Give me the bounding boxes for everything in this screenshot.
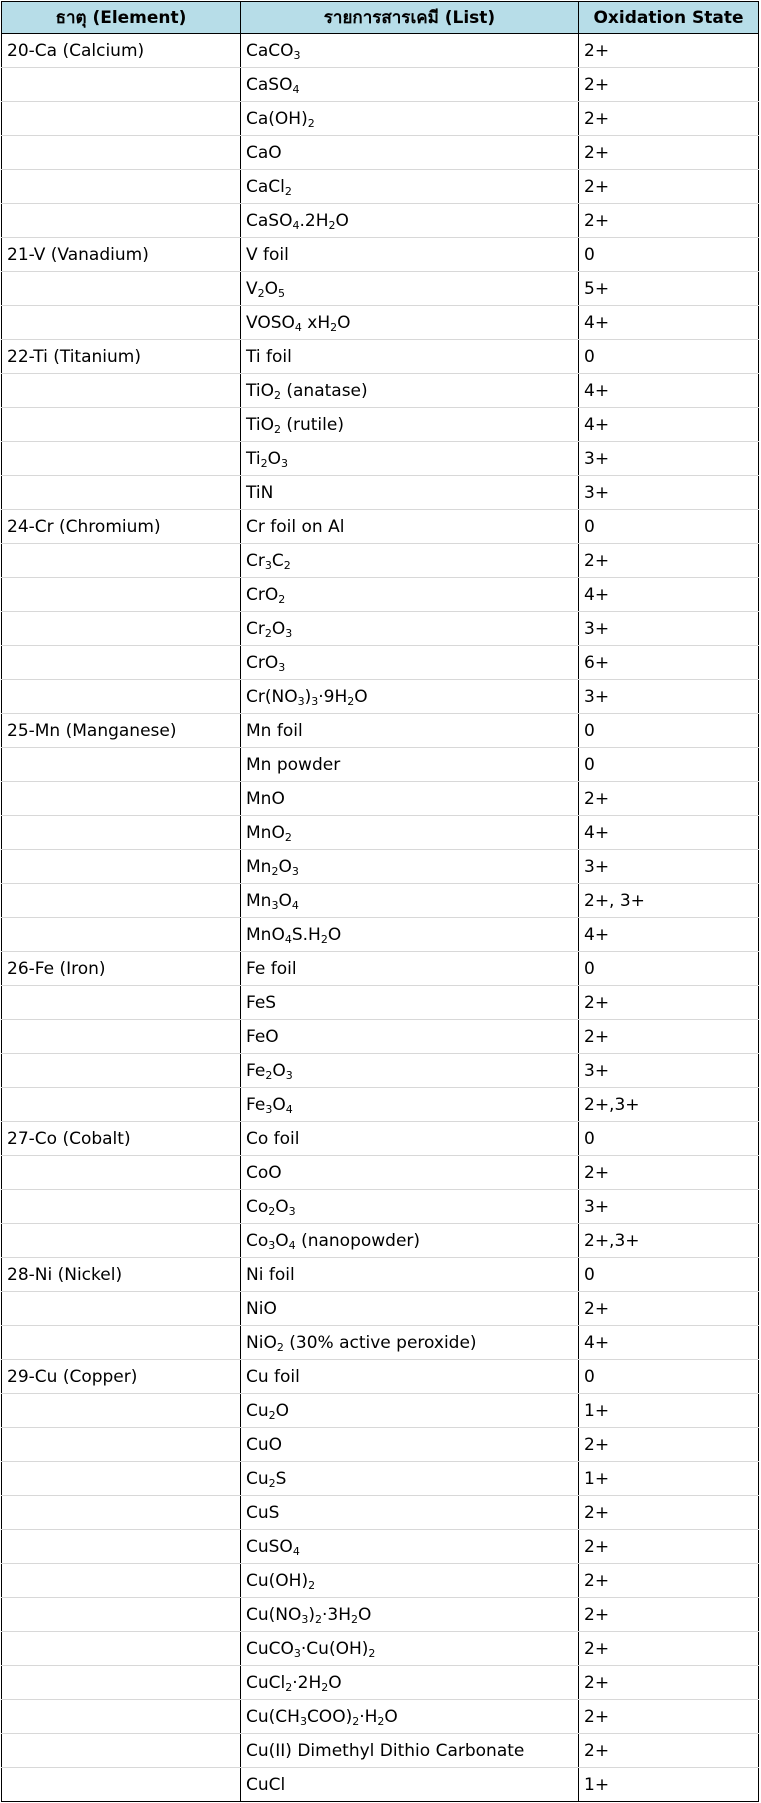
table-row [2, 374, 759, 408]
element-cell [2, 136, 241, 170]
oxidation-state-cell: 2+,3+ [579, 1224, 759, 1258]
table-row [2, 510, 759, 544]
header-element: ธาตุ (Element) [2, 2, 241, 34]
chemical-cell: CoO [241, 1156, 579, 1190]
element-cell [2, 612, 241, 646]
oxidation-state-cell: 3+ [579, 442, 759, 476]
oxidation-state-cell: 3+ [579, 1190, 759, 1224]
element-cell: 21-V (Vanadium) [2, 238, 241, 272]
chemical-cell: TiN [241, 476, 579, 510]
element-cell [2, 578, 241, 612]
table-row [2, 1122, 759, 1156]
table-row [2, 1258, 759, 1292]
table-row [2, 476, 759, 510]
chemical-cell: CrO$_3$ [241, 646, 579, 680]
element-cell: 28-Ni (Nickel) [2, 1258, 241, 1292]
table-row [2, 136, 759, 170]
oxidation-state-cell: 2+ [579, 1496, 759, 1530]
oxidation-state-cell: 0 [579, 714, 759, 748]
chemical-cell: $CaSO_4.2H_2O$ [241, 204, 579, 238]
chemical-cell: $Ti_2O_3$ [241, 442, 579, 476]
table-row [2, 1768, 759, 1802]
oxidation-state-cell: 2+ [579, 1632, 759, 1666]
oxidation-state-cell: 2+ [579, 68, 759, 102]
table-row [2, 1054, 759, 1088]
table-row [2, 612, 759, 646]
oxidation-state-cell: 2+ [579, 544, 759, 578]
oxidation-state-cell: 1+ [579, 1462, 759, 1496]
table-row [2, 340, 759, 374]
element-cell [2, 986, 241, 1020]
table-row [2, 442, 759, 476]
element-cell: 25-Mn (Manganese) [2, 714, 241, 748]
oxidation-state-cell: 2+ [579, 1292, 759, 1326]
chemical-cell: TiO$_2$ (rutile) [241, 408, 579, 442]
oxidation-state-cell: 2+ [579, 1156, 759, 1190]
element-cell [2, 1564, 241, 1598]
table-row [2, 816, 759, 850]
element-cell [2, 1632, 241, 1666]
chemical-cell: $VOSO_4$ $xH_2O$ [241, 306, 579, 340]
element-cell [2, 680, 241, 714]
chemical-cell: Mn powder [241, 748, 579, 782]
oxidation-state-cell: 0 [579, 1258, 759, 1292]
table-row [2, 1190, 759, 1224]
chemical-cell: FeO [241, 1020, 579, 1054]
table-row [2, 306, 759, 340]
header-list: รายการสารเคมี (List) [241, 2, 579, 34]
chemical-cell: Ti foil [241, 340, 579, 374]
chemical-cell: CuSO$_4$ [241, 1530, 579, 1564]
chemical-cell: Cu foil [241, 1360, 579, 1394]
oxidation-state-cell: 2+ [579, 204, 759, 238]
element-cell [2, 272, 241, 306]
element-cell [2, 1530, 241, 1564]
table-row [2, 1394, 759, 1428]
table-row [2, 1496, 759, 1530]
element-cell [2, 1598, 241, 1632]
chemical-cell: Mn foil [241, 714, 579, 748]
chemical-cell: $CuCl_2\cdot 2H_2O$ [241, 1666, 579, 1700]
oxidation-state-cell: 2+ [579, 1020, 759, 1054]
table-row [2, 204, 759, 238]
chemical-list-table [1, 1, 759, 1802]
element-cell: 24-Cr (Chromium) [2, 510, 241, 544]
oxidation-state-cell: 0 [579, 952, 759, 986]
table-row [2, 272, 759, 306]
table-row [2, 170, 759, 204]
table-row [2, 1598, 759, 1632]
chemical-cell: $Mn_2O_3$ [241, 850, 579, 884]
chemical-cell: $Cu(NO_3)_2\cdot 3H_2O$ [241, 1598, 579, 1632]
chemical-cell: Co foil [241, 1122, 579, 1156]
oxidation-state-cell: 5+ [579, 272, 759, 306]
oxidation-state-cell: 0 [579, 748, 759, 782]
element-cell: 26-Fe (Iron) [2, 952, 241, 986]
element-cell [2, 1292, 241, 1326]
element-cell [2, 102, 241, 136]
chemical-cell: $Mn_3O_4$ [241, 884, 579, 918]
table-row [2, 1700, 759, 1734]
chemical-cell: CaSO$_4$ [241, 68, 579, 102]
element-cell: 20-Ca (Calcium) [2, 34, 241, 68]
chemical-cell: FeS [241, 986, 579, 1020]
oxidation-state-cell: 3+ [579, 680, 759, 714]
element-cell [2, 1734, 241, 1768]
element-cell [2, 816, 241, 850]
element-cell [2, 374, 241, 408]
oxidation-state-cell: 0 [579, 1122, 759, 1156]
table-row [2, 952, 759, 986]
chemical-cell: $Cr(NO_3)_3\cdot 9H_2O$ [241, 680, 579, 714]
element-cell [2, 1190, 241, 1224]
element-cell [2, 1088, 241, 1122]
chemical-cell: $Fe_3O_4$ [241, 1088, 579, 1122]
oxidation-state-cell: 2+ [579, 1734, 759, 1768]
oxidation-state-cell: 2+, 3+ [579, 884, 759, 918]
oxidation-state-cell: 2+ [579, 1564, 759, 1598]
element-cell [2, 170, 241, 204]
element-cell: 22-Ti (Titanium) [2, 340, 241, 374]
element-cell [2, 476, 241, 510]
table-row [2, 1326, 759, 1360]
element-cell [2, 884, 241, 918]
table-row [2, 1632, 759, 1666]
table-row [2, 1564, 759, 1598]
table-row [2, 238, 759, 272]
chemical-cell: $Co_2O_3$ [241, 1190, 579, 1224]
element-cell [2, 1394, 241, 1428]
oxidation-state-cell: 2+ [579, 1598, 759, 1632]
oxidation-state-cell: 2+ [579, 1428, 759, 1462]
chemical-cell: CaCl$_2$ [241, 170, 579, 204]
table-row [2, 1734, 759, 1768]
oxidation-state-cell: 4+ [579, 816, 759, 850]
chemical-cell: CuS [241, 1496, 579, 1530]
oxidation-state-cell: 2+ [579, 1530, 759, 1564]
oxidation-state-cell: 2+,3+ [579, 1088, 759, 1122]
table-row [2, 1292, 759, 1326]
oxidation-state-cell: 0 [579, 1360, 759, 1394]
chemical-cell: CuO [241, 1428, 579, 1462]
oxidation-state-cell: 4+ [579, 374, 759, 408]
element-cell [2, 748, 241, 782]
element-cell [2, 1224, 241, 1258]
table-row [2, 1224, 759, 1258]
element-cell [2, 1700, 241, 1734]
oxidation-state-cell: 1+ [579, 1768, 759, 1802]
table-row [2, 680, 759, 714]
element-cell [2, 544, 241, 578]
table-row [2, 1088, 759, 1122]
element-cell [2, 1666, 241, 1700]
chemical-cell: $Cu_2S$ [241, 1462, 579, 1496]
table-row [2, 1530, 759, 1564]
oxidation-state-cell: 6+ [579, 646, 759, 680]
oxidation-state-cell: 3+ [579, 1054, 759, 1088]
oxidation-state-cell: 4+ [579, 306, 759, 340]
table-row [2, 646, 759, 680]
table-row [2, 408, 759, 442]
chemical-cell: NiO [241, 1292, 579, 1326]
oxidation-state-cell: 3+ [579, 850, 759, 884]
oxidation-state-cell: 2+ [579, 136, 759, 170]
oxidation-state-cell: 0 [579, 510, 759, 544]
chemical-cell: $Cr_3C_2$ [241, 544, 579, 578]
chemical-cell: V foil [241, 238, 579, 272]
element-cell [2, 306, 241, 340]
element-cell [2, 1156, 241, 1190]
table-row [2, 102, 759, 136]
chemical-cell: Fe foil [241, 952, 579, 986]
chemical-cell: CaO [241, 136, 579, 170]
chemical-cell: $Ca(OH)_2$ [241, 102, 579, 136]
chemical-cell: $V_2O_5$ [241, 272, 579, 306]
chemical-cell: TiO$_2$ (anatase) [241, 374, 579, 408]
element-cell [2, 204, 241, 238]
table-row [2, 1156, 759, 1190]
oxidation-state-cell: 2+ [579, 1700, 759, 1734]
chemical-cell: $Cu(OH)_2$ [241, 1564, 579, 1598]
table-row [2, 1360, 759, 1394]
header-oxidation-state: Oxidation State [579, 2, 759, 34]
oxidation-state-cell: 2+ [579, 34, 759, 68]
chemical-cell: $MnO_4S.H_2O$ [241, 918, 579, 952]
oxidation-state-cell: 2+ [579, 170, 759, 204]
element-cell [2, 1428, 241, 1462]
header-row [2, 2, 759, 34]
chemical-cell: CuCl [241, 1768, 579, 1802]
chemical-cell: NiO$_2$ (30% active peroxide) [241, 1326, 579, 1360]
element-cell [2, 1462, 241, 1496]
chemical-cell: $Fe_2O_3$ [241, 1054, 579, 1088]
oxidation-state-cell: 2+ [579, 1666, 759, 1700]
chemical-cell: Cr foil on Al [241, 510, 579, 544]
chemical-cell: $Cu_2O$ [241, 1394, 579, 1428]
table-row [2, 986, 759, 1020]
table-row [2, 1020, 759, 1054]
oxidation-state-cell: 2+ [579, 102, 759, 136]
table-row [2, 918, 759, 952]
table-row [2, 34, 759, 68]
chemical-cell: CrO$_2$ [241, 578, 579, 612]
oxidation-state-cell: 4+ [579, 408, 759, 442]
table-row [2, 782, 759, 816]
oxidation-state-cell: 0 [579, 340, 759, 374]
element-cell [2, 1054, 241, 1088]
table-row [2, 68, 759, 102]
oxidation-state-cell: 4+ [579, 578, 759, 612]
chemical-cell: Cu(II) Dimethyl Dithio Carbonate [241, 1734, 579, 1768]
oxidation-state-cell: 3+ [579, 476, 759, 510]
chemical-cell: Ni foil [241, 1258, 579, 1292]
element-cell [2, 1020, 241, 1054]
element-cell: 29-Cu (Copper) [2, 1360, 241, 1394]
chemical-cell: $Cr_2O_3$ [241, 612, 579, 646]
oxidation-state-cell: 2+ [579, 782, 759, 816]
element-cell: 27-Co (Cobalt) [2, 1122, 241, 1156]
chemical-cell: CaCO$_3$ [241, 34, 579, 68]
table-row [2, 1428, 759, 1462]
table-row [2, 1666, 759, 1700]
chemical-cell: MnO$_2$ [241, 816, 579, 850]
table-row [2, 884, 759, 918]
oxidation-state-cell: 2+ [579, 986, 759, 1020]
element-cell [2, 782, 241, 816]
chemical-cell: $Cu(CH_3COO)_2\cdot H_2O$ [241, 1700, 579, 1734]
element-cell [2, 68, 241, 102]
table-row [2, 714, 759, 748]
oxidation-state-cell: 3+ [579, 612, 759, 646]
element-cell [2, 1496, 241, 1530]
oxidation-state-cell: 4+ [579, 1326, 759, 1360]
chemical-cell: $Co_3O_4$ (nanopowder) [241, 1224, 579, 1258]
element-cell [2, 918, 241, 952]
element-cell [2, 1326, 241, 1360]
table-row [2, 748, 759, 782]
element-cell [2, 408, 241, 442]
table-row [2, 578, 759, 612]
chemical-cell: $CuCO_3\cdot Cu(OH)_2$ [241, 1632, 579, 1666]
table-row [2, 544, 759, 578]
table-row [2, 850, 759, 884]
element-cell [2, 646, 241, 680]
element-cell [2, 442, 241, 476]
element-cell [2, 1768, 241, 1802]
element-cell [2, 850, 241, 884]
table-body [2, 34, 759, 1802]
oxidation-state-cell: 4+ [579, 918, 759, 952]
chemical-cell: MnO [241, 782, 579, 816]
oxidation-state-cell: 1+ [579, 1394, 759, 1428]
table-row [2, 1462, 759, 1496]
oxidation-state-cell: 0 [579, 238, 759, 272]
